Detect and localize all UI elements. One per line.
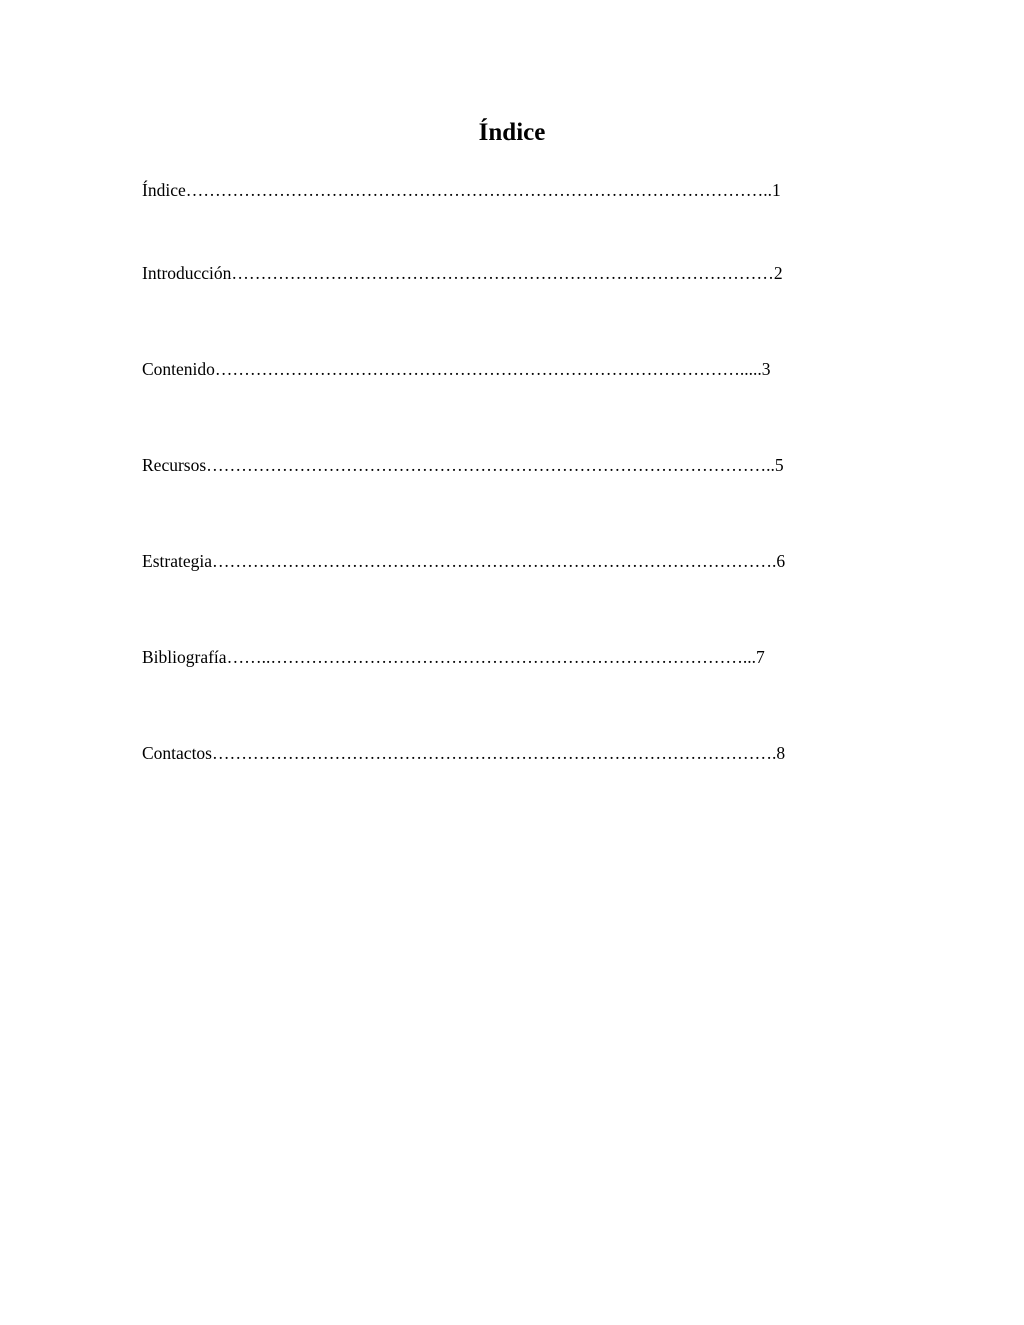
- toc-entry-leader: ………………………………………………………………………………………..: [185, 180, 772, 200]
- toc-entry-page: 7: [755, 647, 765, 667]
- page-title: Índice: [478, 119, 546, 146]
- toc-entry-label: Estrategia: [142, 551, 212, 571]
- toc-entry: [142, 358, 771, 380]
- toc-entry-page: 6: [776, 551, 786, 571]
- toc-entry-page: 8: [776, 743, 786, 763]
- toc-entry-leader: …………………………………………………………………………………….: [211, 551, 777, 571]
- toc-entry-label: Bibliografía: [142, 647, 227, 667]
- toc-entry: [142, 262, 783, 284]
- toc-entry-leader: ……………………………………………………………………………….....: [214, 359, 762, 379]
- toc-entry-leader: …………………………………………………………………………………: [231, 263, 774, 283]
- toc-entry: [142, 550, 785, 572]
- toc-entry: [142, 179, 781, 201]
- toc-entry-leader: ……………………………………………………………………………………..: [206, 455, 775, 475]
- toc-entry-page: 3: [761, 359, 771, 379]
- toc-entry-label: Contactos: [142, 743, 212, 763]
- toc-entry-label: Introducción: [142, 263, 232, 283]
- toc-entry-leader: …………………………………………………………………………………….: [212, 743, 777, 763]
- toc-entry-label: Recursos: [142, 455, 207, 475]
- toc-entry-page: 2: [773, 263, 783, 283]
- toc-entry: [142, 454, 784, 476]
- toc-entry-page: 1: [771, 180, 781, 200]
- toc-entry: [142, 742, 785, 764]
- toc-entry-label: Contenido: [142, 359, 215, 379]
- toc-entry-leader: ……..………………………………………………………………………...: [226, 647, 756, 667]
- toc-entry-label: Índice: [142, 180, 186, 200]
- toc-entry-page: 5: [774, 455, 784, 475]
- toc-entry: [142, 646, 765, 668]
